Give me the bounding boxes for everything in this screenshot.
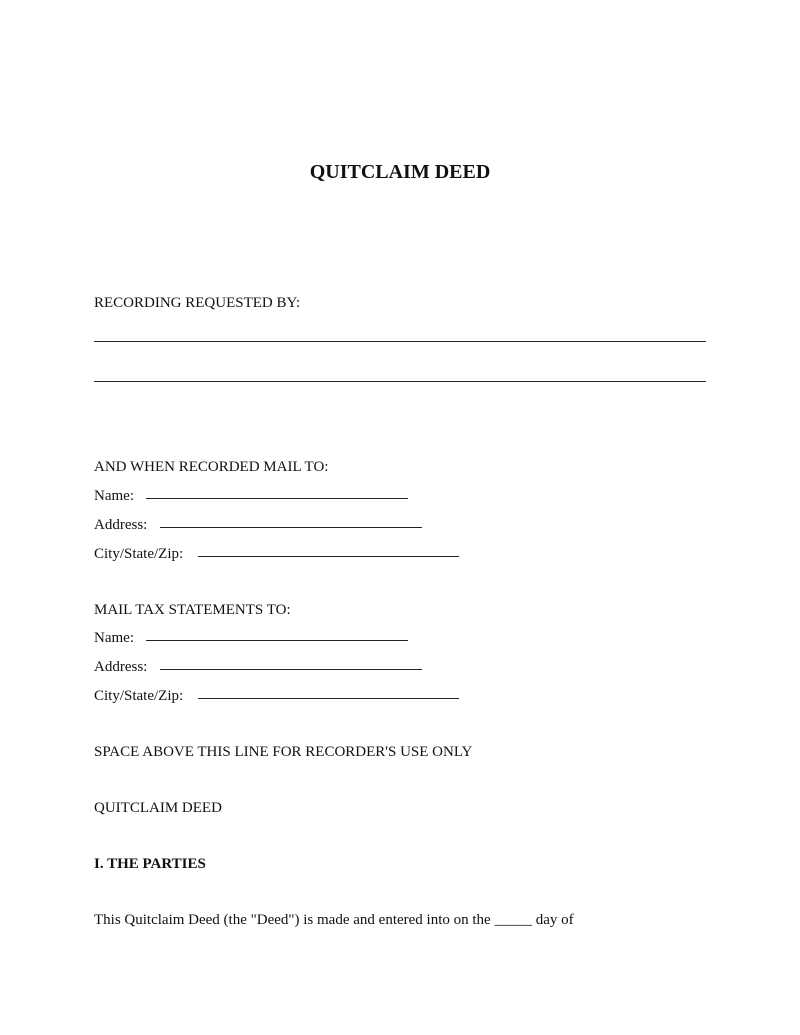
- mail-to-city-state-zip-field[interactable]: [198, 556, 459, 557]
- mail-to-name-field[interactable]: [146, 498, 408, 499]
- mail-to-address-label: Address:: [94, 517, 148, 533]
- tax-address-label: Address:: [94, 659, 148, 675]
- section-heading-parties: I. THE PARTIES: [94, 856, 206, 872]
- mail-to-heading: AND WHEN RECORDED MAIL TO:: [94, 459, 329, 475]
- tax-city-state-zip-field[interactable]: [198, 698, 459, 699]
- mail-to-name-label: Name:: [94, 488, 134, 504]
- tax-name-field[interactable]: [146, 640, 408, 641]
- mail-to-city-state-zip-label: City/State/Zip:: [94, 546, 184, 562]
- deed-subtitle: QUITCLAIM DEED: [94, 800, 222, 816]
- tax-statements-heading: MAIL TAX STATEMENTS TO:: [94, 602, 291, 618]
- recorder-use-note: SPACE ABOVE THIS LINE FOR RECORDER'S USE ONLY: [94, 744, 473, 760]
- document-title: QUITCLAIM DEED: [309, 161, 491, 183]
- parties-body-text: This Quitclaim Deed (the "Deed") is made and entered into on the _____ day of: [94, 912, 574, 928]
- recording-requested-by-label: RECORDING REQUESTED BY:: [94, 295, 301, 311]
- mail-to-address-field[interactable]: [160, 527, 422, 528]
- tax-address-field[interactable]: [160, 669, 422, 670]
- recording-requested-by-line-2[interactable]: [94, 381, 706, 382]
- tax-name-label: Name:: [94, 630, 134, 646]
- recording-requested-by-line-1[interactable]: [94, 341, 706, 342]
- tax-city-state-zip-label: City/State/Zip:: [94, 688, 184, 704]
